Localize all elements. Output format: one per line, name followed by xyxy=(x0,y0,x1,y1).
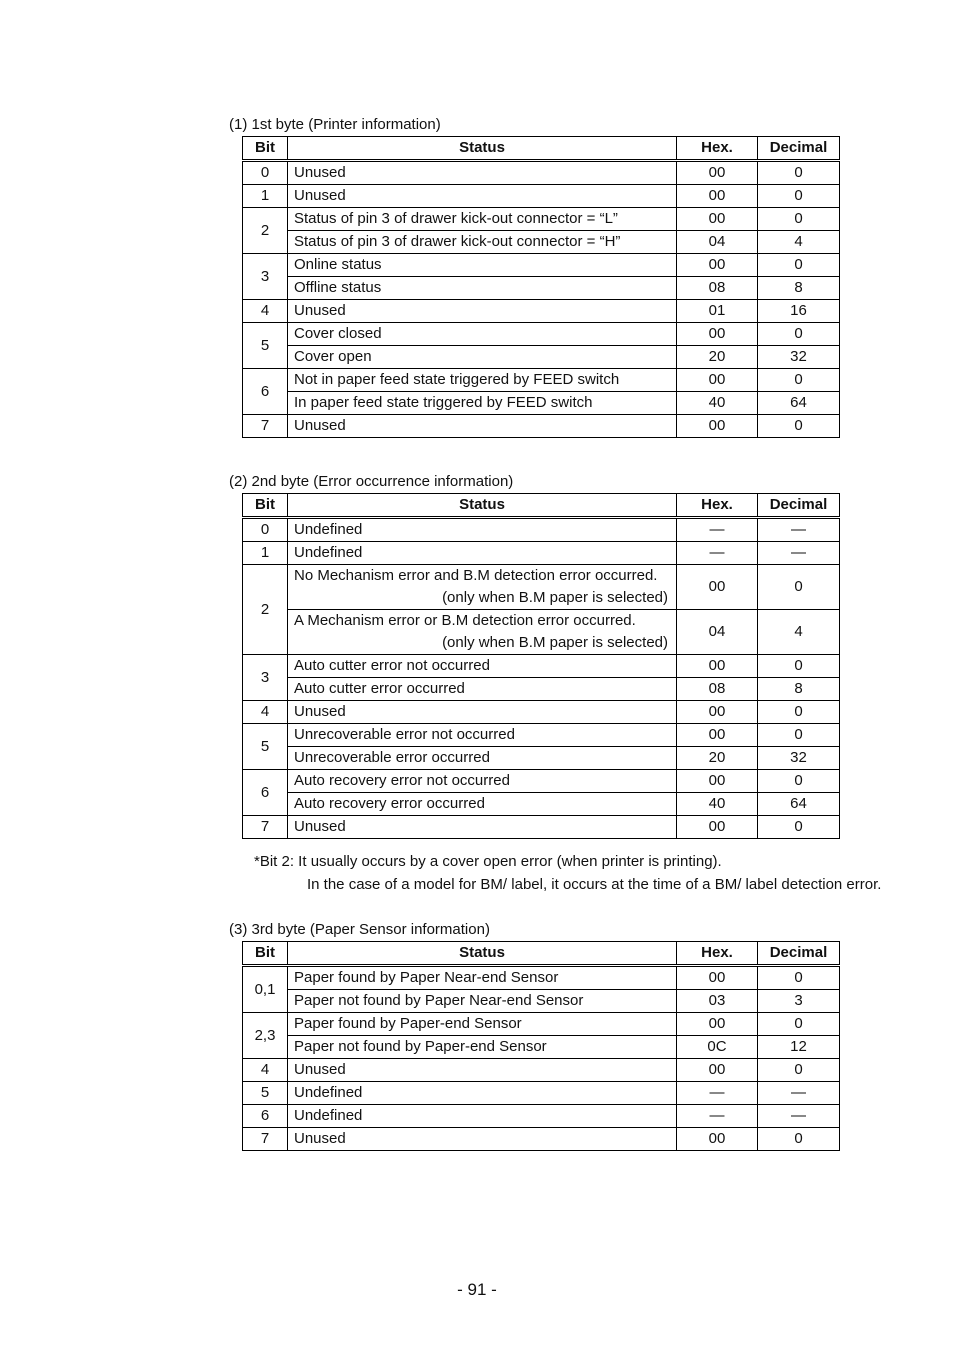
hex-cell: 00 xyxy=(677,966,758,990)
hex-cell: 00 xyxy=(677,208,758,231)
table-row xyxy=(243,369,840,392)
status-cell: Offline status xyxy=(288,277,677,300)
status-cell: Undefined xyxy=(288,1105,677,1128)
bit-cell: 4 xyxy=(243,1059,288,1082)
decimal-cell: 0 xyxy=(758,724,840,747)
bit-cell: 3 xyxy=(243,254,288,300)
hex-cell: 00 xyxy=(677,655,758,678)
hex-cell: 20 xyxy=(677,346,758,369)
note-line-1: *Bit 2: It usually occurs by a cover open error (when printer is printing). xyxy=(254,853,722,870)
status-cell: Status of pin 3 of drawer kick-out connector = “H” xyxy=(288,231,677,254)
header-row xyxy=(243,942,840,966)
hex-cell: 04 xyxy=(677,610,758,655)
note-line-2: In the case of a model for BM/ label, it occurs at the time of a BM/ label detection error. xyxy=(307,876,882,893)
hex-cell: 08 xyxy=(677,678,758,701)
header-decimal: Decimal xyxy=(758,137,840,161)
decimal-cell: 0 xyxy=(758,185,840,208)
bit-cell: 6 xyxy=(243,770,288,816)
header-status: Status xyxy=(288,494,677,518)
status-cell xyxy=(288,565,677,610)
hex-cell: 00 xyxy=(677,254,758,277)
status-cell: Auto cutter error occurred xyxy=(288,678,677,701)
status-cell: Cover closed xyxy=(288,323,677,346)
decimal-cell: 4 xyxy=(758,610,840,655)
header-hex: Hex. xyxy=(677,494,758,518)
decimal-cell: 0 xyxy=(758,966,840,990)
bit-cell: 5 xyxy=(243,1082,288,1105)
decimal-cell: 16 xyxy=(758,300,840,323)
status-cell: Paper found by Paper-end Sensor xyxy=(288,1013,677,1036)
header-row xyxy=(243,494,840,518)
bit-cell: 5 xyxy=(243,323,288,369)
table-row xyxy=(243,185,840,208)
table-row xyxy=(243,1082,840,1105)
decimal-cell: 0 xyxy=(758,816,840,839)
paper-sensor-table xyxy=(242,941,840,1151)
status-cell: Not in paper feed state triggered by FEED switch xyxy=(288,369,677,392)
hex-cell: — xyxy=(677,542,758,565)
decimal-cell: 64 xyxy=(758,392,840,415)
status-cell: In paper feed state triggered by FEED switch xyxy=(288,392,677,415)
table-row xyxy=(243,701,840,724)
decimal-cell: 0 xyxy=(758,208,840,231)
decimal-cell: 0 xyxy=(758,1128,840,1151)
table-row xyxy=(243,254,840,277)
decimal-cell: 0 xyxy=(758,655,840,678)
header-hex: Hex. xyxy=(677,137,758,161)
status-cell: Unused xyxy=(288,701,677,724)
decimal-cell: 0 xyxy=(758,254,840,277)
bit-cell: 7 xyxy=(243,415,288,438)
table-row xyxy=(243,655,840,678)
bit-cell: 2 xyxy=(243,208,288,254)
decimal-cell: — xyxy=(758,1082,840,1105)
bit-cell: 7 xyxy=(243,816,288,839)
status-text: No Mechanism error and B.M detection error occurred. xyxy=(294,567,658,584)
status-cell xyxy=(288,610,677,655)
hex-cell: 00 xyxy=(677,185,758,208)
table-row xyxy=(243,724,840,747)
decimal-cell: 0 xyxy=(758,770,840,793)
bit-cell: 1 xyxy=(243,185,288,208)
status-cell: Undefined xyxy=(288,1082,677,1105)
bit-cell: 5 xyxy=(243,724,288,770)
decimal-cell: 0 xyxy=(758,701,840,724)
decimal-cell: 0 xyxy=(758,415,840,438)
decimal-cell: 3 xyxy=(758,990,840,1013)
header-decimal: Decimal xyxy=(758,494,840,518)
bit-cell: 4 xyxy=(243,300,288,323)
header-status: Status xyxy=(288,942,677,966)
hex-cell: 00 xyxy=(677,770,758,793)
status-cell: Paper not found by Paper Near-end Sensor xyxy=(288,990,677,1013)
decimal-cell: 8 xyxy=(758,678,840,701)
printer-information-table xyxy=(242,136,840,438)
hex-cell: 00 xyxy=(677,1128,758,1151)
status-cell: Auto recovery error occurred xyxy=(288,793,677,816)
status-cell: Online status xyxy=(288,254,677,277)
bit-cell: 2,3 xyxy=(243,1013,288,1059)
status-cell: Paper found by Paper Near-end Sensor xyxy=(288,966,677,990)
decimal-cell: — xyxy=(758,1105,840,1128)
status-cell: Unused xyxy=(288,300,677,323)
table-row xyxy=(243,518,840,542)
section-title: (1) 1st byte (Printer information) xyxy=(229,116,441,133)
status-cell: Unused xyxy=(288,185,677,208)
bit-cell: 6 xyxy=(243,369,288,415)
bit-cell: 6 xyxy=(243,1105,288,1128)
bit-cell: 3 xyxy=(243,655,288,701)
section-3rd-byte xyxy=(229,920,869,1151)
section-2nd-byte xyxy=(229,472,869,839)
header-status: Status xyxy=(288,137,677,161)
hex-cell: 04 xyxy=(677,231,758,254)
decimal-cell: 0 xyxy=(758,565,840,610)
bit2-note xyxy=(254,850,881,896)
error-occurrence-table xyxy=(242,493,840,839)
table-row xyxy=(243,966,840,990)
header-row xyxy=(243,137,840,161)
status-cell: Unused xyxy=(288,161,677,185)
table-row xyxy=(243,277,840,300)
page-number: - 91 - xyxy=(457,1280,497,1299)
status-cell: Auto recovery error not occurred xyxy=(288,770,677,793)
status-cell: Paper not found by Paper-end Sensor xyxy=(288,1036,677,1059)
hex-cell: 08 xyxy=(677,277,758,300)
status-cell: Cover open xyxy=(288,346,677,369)
section-title: (2) 2nd byte (Error occurrence information) xyxy=(229,473,514,490)
table-row xyxy=(243,1105,840,1128)
status-cell: Auto cutter error not occurred xyxy=(288,655,677,678)
table-row xyxy=(243,300,840,323)
hex-cell: 00 xyxy=(677,323,758,346)
status-cell: Unused xyxy=(288,1128,677,1151)
hex-cell: 0C xyxy=(677,1036,758,1059)
decimal-cell: 0 xyxy=(758,369,840,392)
bit-cell: 1 xyxy=(243,542,288,565)
hex-cell: 03 xyxy=(677,990,758,1013)
hex-cell: 01 xyxy=(677,300,758,323)
hex-cell: 00 xyxy=(677,369,758,392)
header-decimal: Decimal xyxy=(758,942,840,966)
hex-cell: 00 xyxy=(677,1013,758,1036)
table-row xyxy=(243,747,840,770)
table-row xyxy=(243,678,840,701)
decimal-cell: — xyxy=(758,542,840,565)
bit-cell: 0 xyxy=(243,161,288,185)
hex-cell: 40 xyxy=(677,793,758,816)
bit-cell: 2 xyxy=(243,565,288,655)
decimal-cell: 0 xyxy=(758,323,840,346)
decimal-cell: 12 xyxy=(758,1036,840,1059)
status-qualifier: (only when B.M paper is selected) xyxy=(442,589,668,606)
table-row xyxy=(243,231,840,254)
hex-cell: 40 xyxy=(677,392,758,415)
table-row xyxy=(243,323,840,346)
section-title: (3) 3rd byte (Paper Sensor information) xyxy=(229,921,490,938)
decimal-cell: 0 xyxy=(758,161,840,185)
table-row xyxy=(243,1036,840,1059)
table-row xyxy=(243,1128,840,1151)
header-bit: Bit xyxy=(243,494,288,518)
decimal-cell: 32 xyxy=(758,346,840,369)
hex-cell: 00 xyxy=(677,1059,758,1082)
hex-cell: 00 xyxy=(677,415,758,438)
table-row xyxy=(243,415,840,438)
table-row xyxy=(243,610,840,655)
hex-cell: 00 xyxy=(677,816,758,839)
header-bit: Bit xyxy=(243,137,288,161)
table-row xyxy=(243,793,840,816)
decimal-cell: 64 xyxy=(758,793,840,816)
hex-cell: 00 xyxy=(677,565,758,610)
table-row xyxy=(243,770,840,793)
table-row xyxy=(243,1013,840,1036)
hex-cell: — xyxy=(677,518,758,542)
table-row xyxy=(243,816,840,839)
section-1st-byte xyxy=(229,115,869,438)
table-row xyxy=(243,990,840,1013)
decimal-cell: 4 xyxy=(758,231,840,254)
table-row xyxy=(243,208,840,231)
decimal-cell: 32 xyxy=(758,747,840,770)
table-row xyxy=(243,542,840,565)
status-cell: Undefined xyxy=(288,542,677,565)
status-cell: Unrecoverable error not occurred xyxy=(288,724,677,747)
bit-cell: 4 xyxy=(243,701,288,724)
decimal-cell: 8 xyxy=(758,277,840,300)
hex-cell: 20 xyxy=(677,747,758,770)
table-row xyxy=(243,1059,840,1082)
hex-cell: — xyxy=(677,1105,758,1128)
status-cell: Unused xyxy=(288,816,677,839)
status-qualifier: (only when B.M paper is selected) xyxy=(442,634,668,651)
status-cell: Status of pin 3 of drawer kick-out connector = “L” xyxy=(288,208,677,231)
hex-cell: 00 xyxy=(677,724,758,747)
status-text: A Mechanism error or B.M detection error occurred. xyxy=(294,612,636,629)
decimal-cell: 0 xyxy=(758,1013,840,1036)
bit-cell: 7 xyxy=(243,1128,288,1151)
status-cell: Unrecoverable error occurred xyxy=(288,747,677,770)
bit-cell: 0 xyxy=(243,518,288,542)
header-hex: Hex. xyxy=(677,942,758,966)
decimal-cell: 0 xyxy=(758,1059,840,1082)
hex-cell: 00 xyxy=(677,701,758,724)
status-cell: Unused xyxy=(288,415,677,438)
decimal-cell: — xyxy=(758,518,840,542)
table-row xyxy=(243,346,840,369)
hex-cell: — xyxy=(677,1082,758,1105)
table-row xyxy=(243,161,840,185)
table-row xyxy=(243,392,840,415)
hex-cell: 00 xyxy=(677,161,758,185)
header-bit: Bit xyxy=(243,942,288,966)
status-cell: Undefined xyxy=(288,518,677,542)
status-cell: Unused xyxy=(288,1059,677,1082)
bit-cell: 0,1 xyxy=(243,966,288,1013)
table-row xyxy=(243,565,840,610)
